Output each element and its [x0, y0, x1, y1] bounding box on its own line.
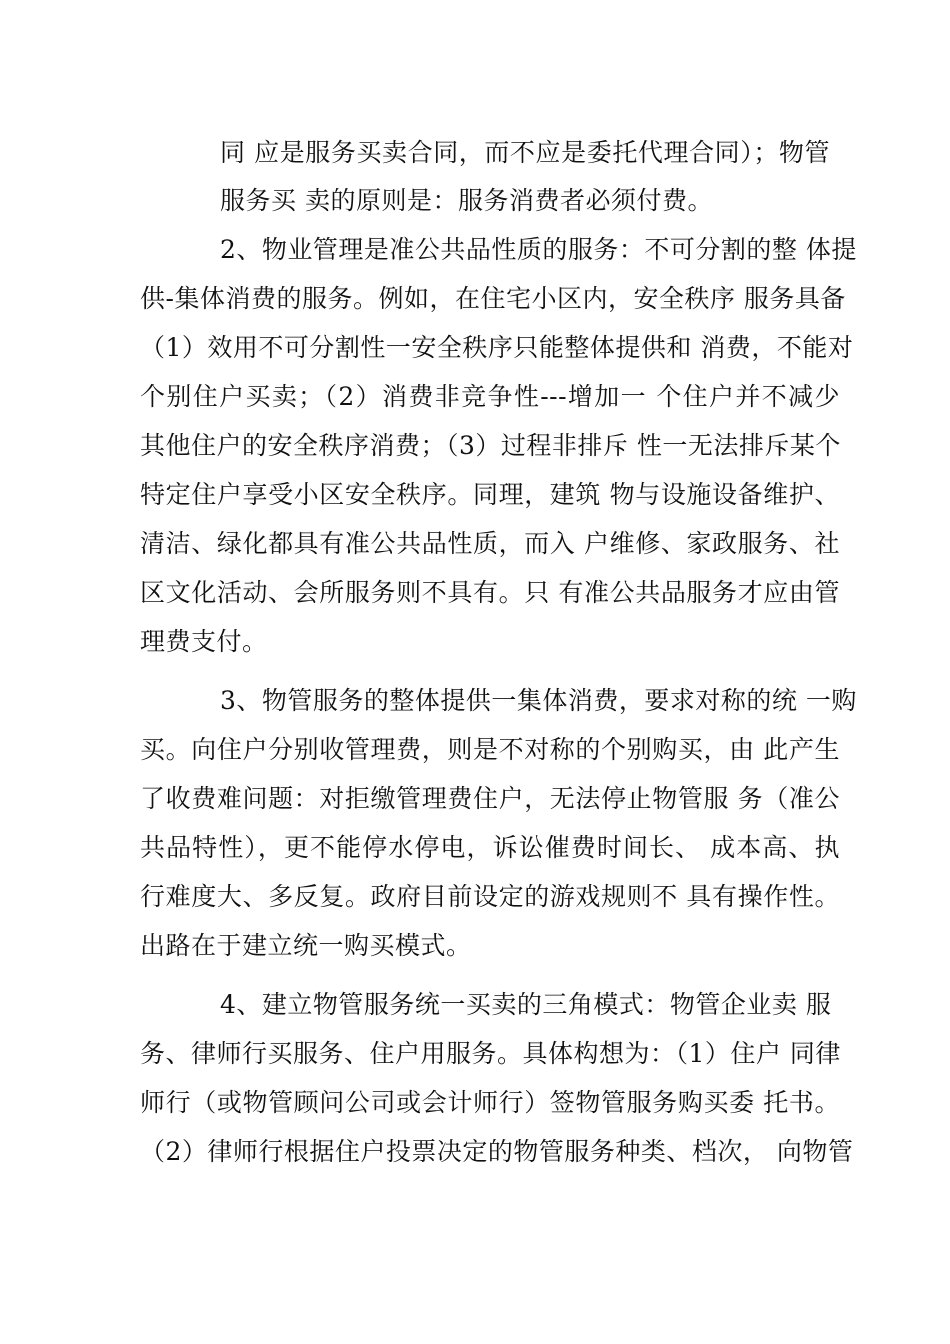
text-line: 同 应是服务买卖合同，而不应是委托代理合同）；物管: [220, 138, 830, 167]
text-line: 特定住户享受小区安全秩序。同理，建筑 物与设施设备维护、: [140, 480, 840, 509]
text-line: （1）效用不可分割性一安全秩序只能整体提供和 消费，不能对: [140, 333, 854, 362]
text-line: 理费支付。: [140, 627, 268, 656]
text-line: 服务买 卖的原则是：服务消费者必须付费。: [220, 186, 713, 215]
text-line: 清洁、绿化都具有准公共品性质，而入 户维修、家政服务、社: [140, 529, 840, 558]
paragraph-4-first-line: 4、建立物管服务统一买卖的三角模式：物管企业卖 服: [220, 990, 832, 1019]
text-line: 区文化活动、会所服务则不具有。只 有准公共品服务才应由管: [140, 578, 840, 607]
paragraph-3-first-line: 3、物管服务的整体提供一集体消费，要求对称的统 一购: [220, 686, 857, 715]
text-line: 了收费难问题：对拒缴管理费住户，无法停止物管服 务（准公: [140, 784, 840, 813]
text-line: 共品特性），更不能停水停电，诉讼催费时间长、 成本高、执: [140, 833, 840, 862]
text-line: 师行（或物管顾问公司或会计师行）签物管服务购买委 托书。: [140, 1088, 840, 1117]
text-line: 买。向住户分别收管理费，则是不对称的个别购买，由 此产生: [140, 735, 840, 764]
text-line: 个别住户买卖；（2）消费非竞争性---增加一 个住户并不减少: [140, 382, 840, 411]
text-line: 供-集体消费的服务。例如，在住宅小区内，安全秩序 服务具备: [140, 284, 846, 313]
text-line: 出路在于建立统一购买模式。: [140, 931, 472, 960]
text-line: （2）律师行根据住户投票决定的物管服务种类、档次， 向物管: [140, 1137, 854, 1166]
text-line: 其他住户的安全秩序消费；（3）过程非排斥 性一无法排斥某个: [140, 431, 841, 460]
text-line: 务、律师行买服务、住户用服务。具体构想为：（1）住户 同律: [140, 1039, 841, 1068]
text-line: 行难度大、多反复。政府目前设定的游戏规则不 具有操作性。: [140, 882, 840, 911]
paragraph-2-first-line: 2、物业管理是准公共品性质的服务：不可分割的整 体提: [220, 235, 857, 264]
